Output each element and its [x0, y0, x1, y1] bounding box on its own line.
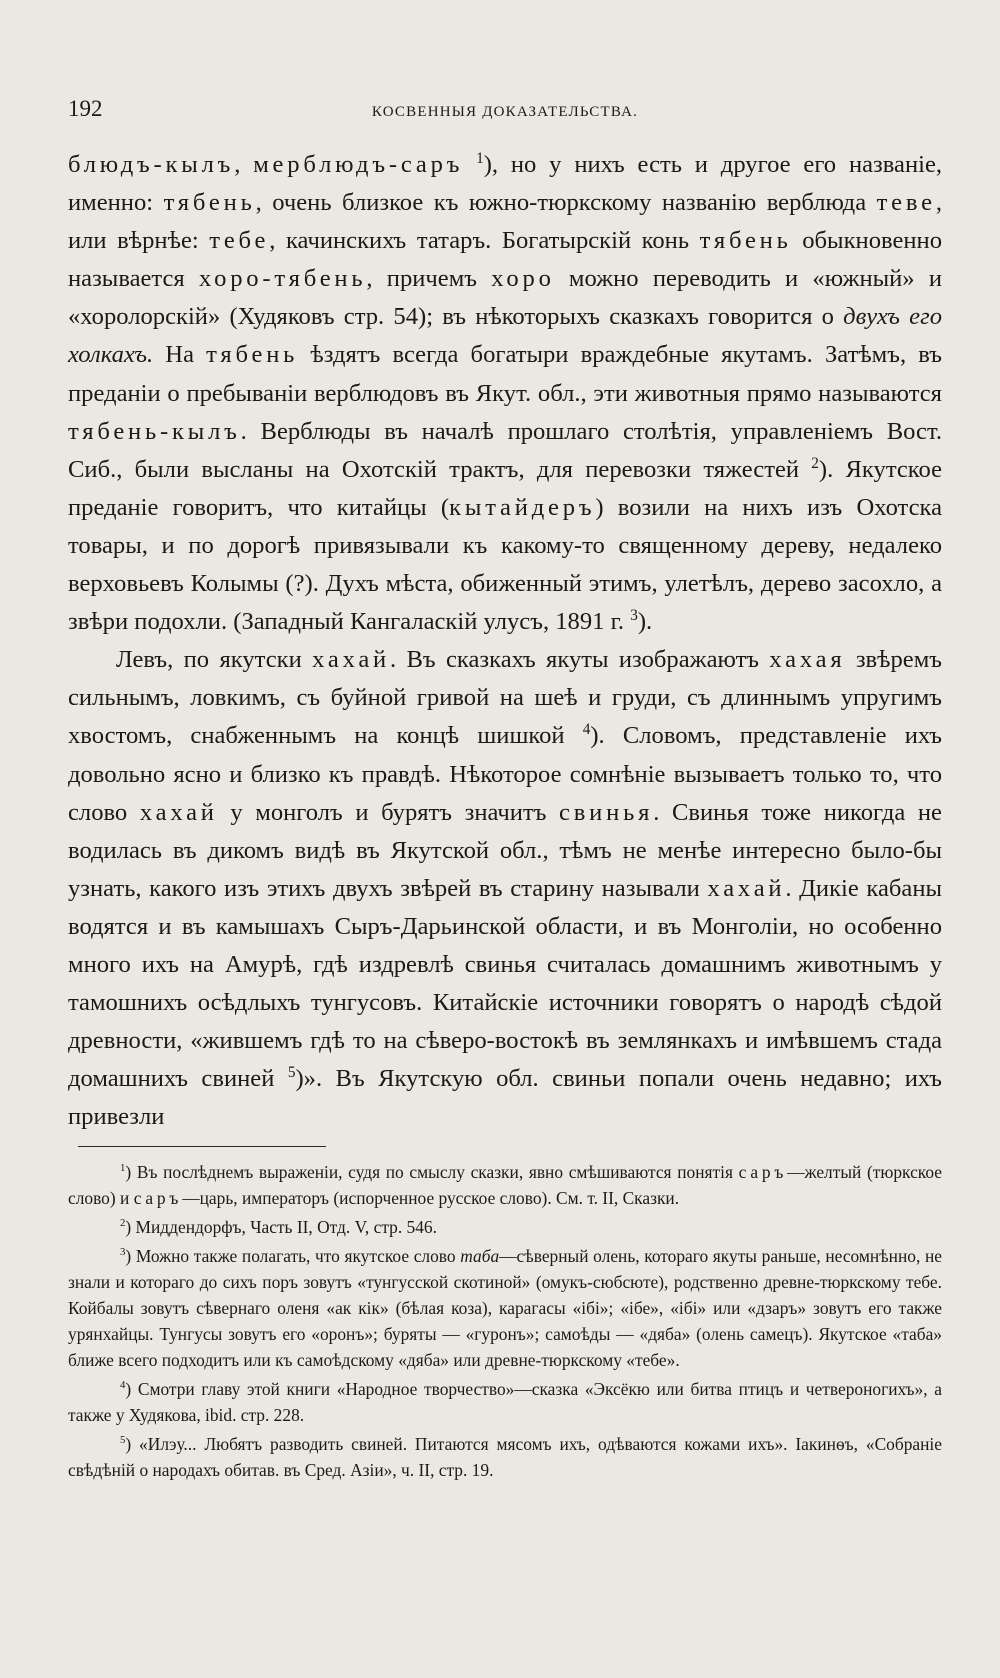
text-run	[463, 151, 476, 178]
text-run: ,	[234, 151, 254, 178]
footnote	[68, 1243, 942, 1373]
spaced-term: мерблюдъ-саръ	[253, 151, 464, 178]
text-run: . Въ сказкахъ якуты изображаютъ	[390, 646, 770, 674]
footnote-ref: 2	[811, 454, 819, 472]
spaced-term: хахая	[769, 646, 846, 674]
footnote-ref: 5	[120, 1434, 126, 1447]
footnote-ref: 5	[287, 1064, 296, 1082]
footnote	[68, 1214, 942, 1240]
italic-term: двухъ его холкахъ.	[68, 303, 942, 369]
text-run: ) Миддендорфъ, Часть II, Отд. V, стр. 546.	[125, 1217, 437, 1238]
text-run: ), но у нихъ есть и другое его названіе, именно:	[68, 151, 943, 217]
text-run: , или вѣрнѣе:	[68, 189, 942, 255]
spaced-term: хахай	[707, 874, 786, 902]
footnote-ref: 1	[120, 1162, 126, 1175]
text-run: ) «Илэу... Любятъ разводить свиней. Питаются мясомъ ихъ, одѣваются кожами ихъ». Іакинѳъ, «Собраніе свѣдѣній о народахъ обитав. въ Сред. Азіи», ч. II, стр. 19.	[68, 1434, 942, 1481]
spaced-term: кытайдеръ	[449, 493, 596, 521]
text-run: —желтый (тюркское слово) и	[68, 1162, 942, 1209]
text-run: ) возили на нихъ изъ Охотска товары, и по дорогѣ привязывали къ какому-то священному дереву, недалеко верховьевъ Колымы (?). Духъ мѣста, обиженный этимъ, улетѣлъ, дерево засохло, а звѣри подохли. (Западный Кангаласкій улусъ, 1891 г.	[68, 493, 942, 636]
text-run: ). Якутское преданіе говоритъ, что китайцы (	[68, 455, 942, 521]
text-run: —сѣверный олень, котораго якуты раньше, несомнѣнно, не знали и котораго до сихъ поръ зовутъ «тунгусской скотиной» (омукъ-сюбсюте), родственно древне-тюркскому тебе. Койбалы зовутъ сѣвернаго оленя «ак кік» (бѣлая коза), карагасы «ібі»; «ібе», «ібі» или «дзаръ» зовутъ его также урянхайцы. Тунгусы зовутъ его «оронъ»; буряты — «гуронъ»; самоѣды — «дяба» (олень самецъ). Якутское «таба» ближе всего подходитъ или къ самоѣдскому «дяба» или древне-тюркскому «тебе».	[68, 1246, 942, 1371]
text-run: , очень близкое къ южно-тюркскому названію верблюда	[255, 189, 877, 217]
footnote-ref: 3	[120, 1246, 126, 1259]
text-run: , качинскихъ татаръ. Богатырскій конь	[269, 227, 700, 255]
footnote	[68, 1159, 942, 1211]
text-run: )». Въ Якутскую обл. свиньи попали очень недавно; ихъ привезли	[68, 1065, 943, 1131]
text-run: . Дикіе кабаны водятся и въ камышахъ Сыръ-Дарьинской области, и въ Монголіи, но особенно много ихъ на Амурѣ, гдѣ издревлѣ свинья считалась домашнимъ животнымъ у тамошнихъ осѣдлыхъ тунгусовъ. Китайскіе источники говорятъ о народѣ сѣдой древности, «жившемъ гдѣ то на сѣверо-востокѣ въ землянкахъ и имѣвшемъ стада домашнихъ свиней	[68, 874, 943, 1093]
footnote-ref: 4	[120, 1379, 126, 1392]
footnote-ref: 4	[582, 721, 591, 739]
text-run: Левъ, по якутски	[116, 646, 313, 674]
spaced-term: блюдъ-кылъ	[68, 151, 235, 178]
text-run: ).	[637, 608, 653, 636]
spaced-term: хахай	[312, 646, 391, 674]
body-text	[68, 146, 942, 1136]
spaced-term: теве	[876, 189, 936, 217]
footnote-ref: 2	[120, 1217, 126, 1230]
text-run: звѣремъ сильнымъ, ловкимъ, съ буйной гривой на шеѣ и груди, съ длиннымъ упругимъ хвостомъ, снабженнымъ на концѣ шишкой	[68, 646, 942, 750]
italic-term: таба	[460, 1246, 500, 1267]
text-run: . Верблюды въ началѣ прошлаго столѣтія, управленіемъ Вост. Сиб., были высланы на Охотскій трактъ, для перевозки тяжестей	[68, 417, 942, 483]
text-run: —царь, императоръ (испорченное русское слово). См. т. II, Сказки.	[182, 1188, 680, 1209]
spaced-term: тебе	[209, 227, 270, 255]
text-run: ). Словомъ, представленіе ихъ довольно ясно и близко къ правдѣ. Нѣкоторое сомнѣніе вызываетъ только то, что слово	[68, 722, 942, 826]
spaced-term: саръ	[133, 1188, 183, 1209]
text-run: у монголъ и бурятъ значитъ	[217, 798, 560, 826]
footnote-ref: 3	[630, 606, 638, 624]
text-run: На	[153, 341, 207, 369]
spaced-term: хоро	[491, 265, 555, 293]
paragraph	[68, 641, 942, 1136]
spaced-term: тябень	[163, 189, 256, 217]
text-run: , причемъ	[366, 265, 492, 293]
footnote	[68, 1431, 942, 1483]
spaced-term: хахай	[139, 798, 218, 826]
spaced-term: свинья	[559, 798, 654, 826]
text-run: ѣздятъ всегда богатыри враждебные якутамъ. Затѣмъ, въ преданіи о пребываніи верблюдовъ въ Якут. обл., эти животныя прямо называются	[68, 341, 942, 407]
text-run: ) Въ послѣднемъ выраженіи, судя по смыслу сказки, явно смѣшиваются понятія	[125, 1162, 739, 1183]
page-number: 192	[68, 96, 103, 121]
spaced-term: тябень	[206, 341, 299, 369]
paragraph	[68, 146, 942, 641]
text-run: . Свинья тоже никогда не водилась въ дикомъ видѣ въ Якутской обл., тѣмъ не менѣе интересно было-бы узнать, какого изъ этихъ двухъ звѣрей въ старину называли	[68, 798, 942, 902]
footnote	[68, 1376, 942, 1428]
footnotes	[68, 1159, 942, 1483]
spaced-term: тябень-кылъ	[68, 417, 241, 445]
text-run: можно переводить и «южный» и «хоролорскій» (Худяковъ стр. 54); въ нѣкоторыхъ сказкахъ говорится о	[68, 265, 942, 331]
text-run: обыкновенно называется	[68, 227, 942, 293]
text-run: ) Можно также полагать, что якутское слово	[125, 1246, 461, 1267]
footnote-rule	[78, 1146, 326, 1147]
spaced-term: хоро-тябень	[198, 265, 367, 293]
running-head	[68, 96, 942, 136]
spaced-term: саръ	[738, 1162, 788, 1183]
spaced-term: тябень	[699, 227, 792, 255]
running-title: КОСВЕННЫЯ ДОКАЗАТЕЛЬСТВА.	[371, 104, 639, 120]
footnote-ref: 1	[476, 149, 484, 167]
text-run: ) Смотри главу этой книги «Народное творчество»—сказка «Эксёкю или битва птицъ и четвероногихъ», а также у Худякова, ibid. стр. 228.	[68, 1379, 942, 1426]
